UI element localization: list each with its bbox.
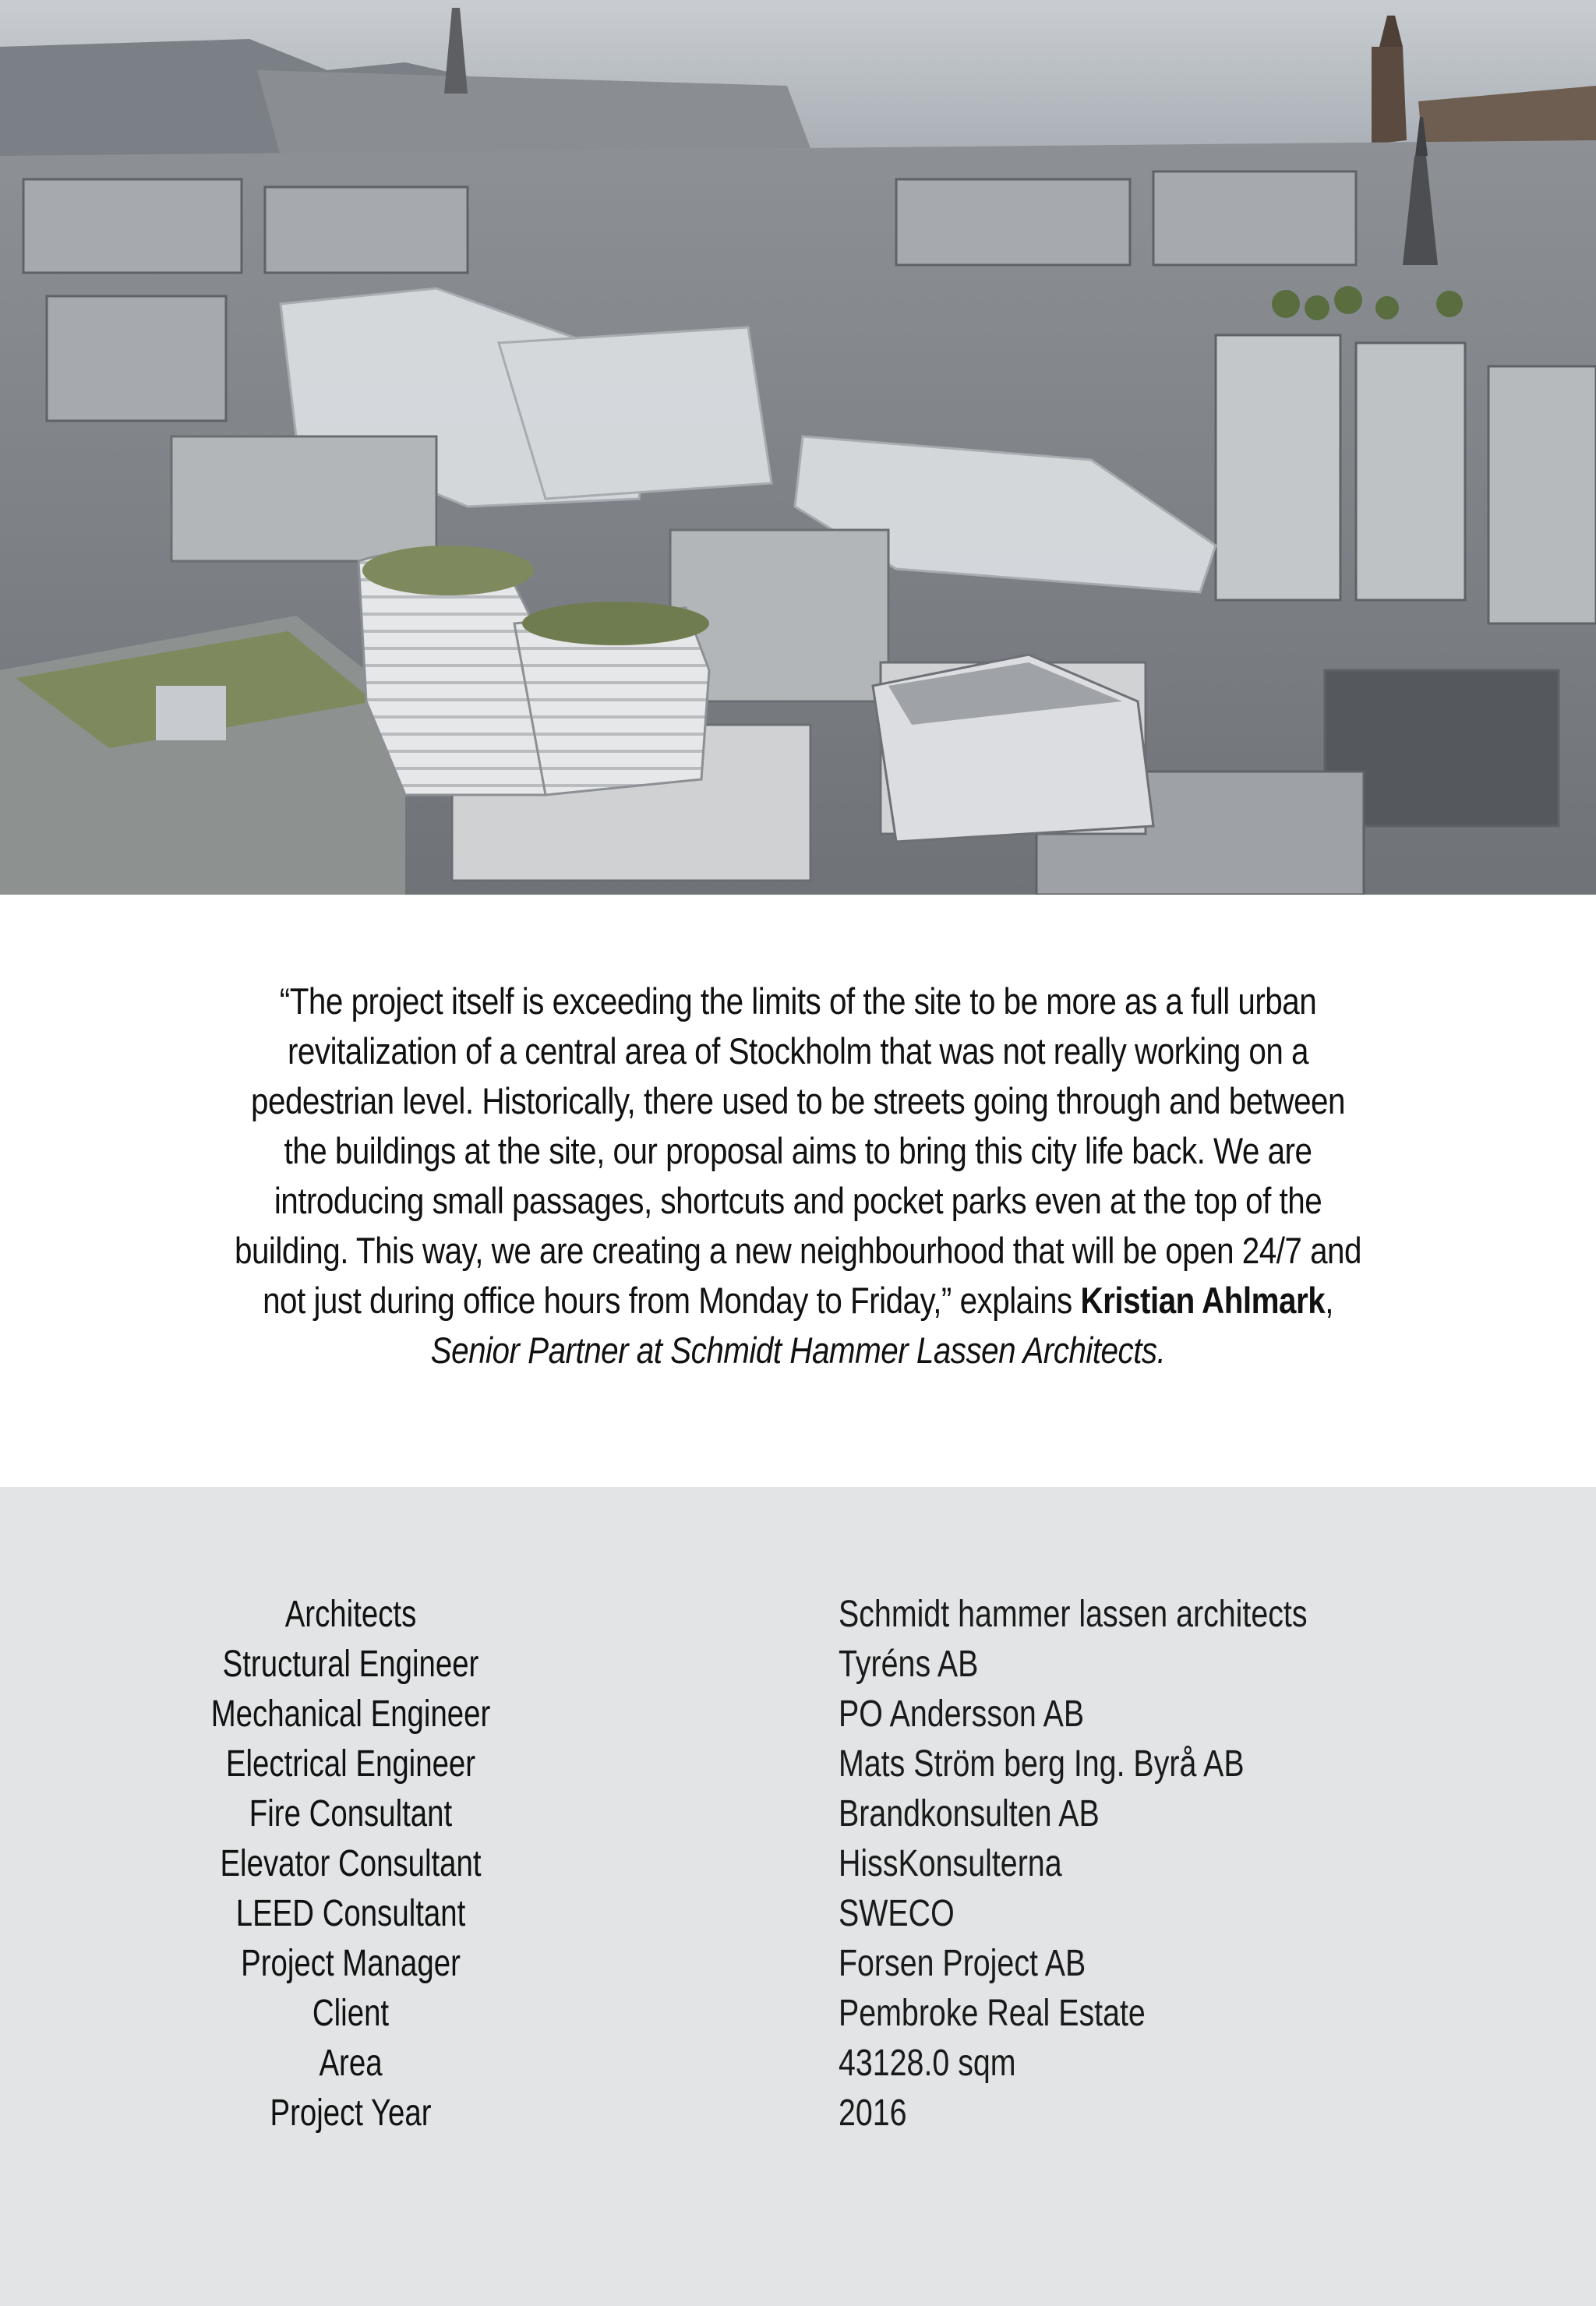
credit-label: Client — [312, 1993, 390, 2034]
credit-label: Structural Engineer — [222, 1644, 479, 1685]
credit-row-structural-engineer — [0, 1640, 1596, 1690]
credit-label: Mechanical Engineer — [210, 1693, 491, 1735]
credit-value: Brandkonsulten AB — [839, 1793, 1100, 1835]
credit-row-project-year — [0, 2089, 1596, 2138]
aerial-photo — [0, 0, 1596, 895]
credit-row-architects — [0, 1590, 1596, 1640]
credit-value: Schmidt hammer lassen architects — [839, 1594, 1308, 1635]
credit-label: Architects — [284, 1594, 417, 1635]
credit-label: Project Year — [270, 2092, 432, 2134]
credit-row-area — [0, 2039, 1596, 2089]
credit-row-elevator-consultant — [0, 1839, 1596, 1889]
credit-value: Mats Ström berg Ing. Byrå AB — [839, 1743, 1245, 1785]
credit-value: HissKonsulterna — [839, 1843, 1062, 1884]
credit-value: Pembroke Real Estate — [839, 1993, 1146, 2034]
project-credits — [0, 1487, 1596, 2306]
credit-row-fire-consultant — [0, 1789, 1596, 1839]
credit-label: Fire Consultant — [249, 1793, 453, 1835]
credit-row-client — [0, 1989, 1596, 2039]
credit-value: Forsen Project AB — [839, 1943, 1086, 1984]
credit-row-project-manager — [0, 1939, 1596, 1989]
credit-row-leed-consultant — [0, 1889, 1596, 1939]
credit-label: Electrical Engineer — [225, 1743, 476, 1785]
quote-section — [0, 895, 1596, 1487]
credit-value: 2016 — [839, 2092, 907, 2134]
credit-label: Project Manager — [241, 1943, 461, 1984]
credit-label: Elevator Consultant — [220, 1843, 482, 1884]
quote-separator: , — [1325, 1280, 1333, 1321]
aerial-city-photo-icon — [0, 0, 1596, 895]
project-quote — [226, 976, 1371, 1375]
credit-value: SWECO — [839, 1893, 955, 1934]
quote-text: “The project itself is exceeding the limits of the site to be more as a full urban revitalization of a central area of Stockholm that was not really working on a pedestrian level. Historically, there used to be streets going through and between the buildings at the site, our proposal aims to bring this city life back. We are introducing small passages, shortcuts and pocket parks even at the top of the building. This way, we are creating a new neighbourhood that will be open 24/7 and not just during office hours from Monday to Friday,” explains — [234, 980, 1361, 1321]
credit-row-mechanical-engineer — [0, 1690, 1596, 1739]
credit-row-electrical-engineer — [0, 1739, 1596, 1789]
credit-value: Tyréns AB — [839, 1644, 979, 1685]
credit-value: PO Andersson AB — [839, 1693, 1085, 1735]
credit-label: Area — [319, 2043, 383, 2084]
credit-label: LEED Consultant — [235, 1893, 466, 1934]
quote-speaker-role: Senior Partner at Schmidt Hammer Lassen Architects. — [430, 1330, 1166, 1371]
quote-speaker: Kristian Ahlmark — [1080, 1280, 1326, 1321]
credit-value: 43128.0 sqm — [839, 2043, 1016, 2084]
